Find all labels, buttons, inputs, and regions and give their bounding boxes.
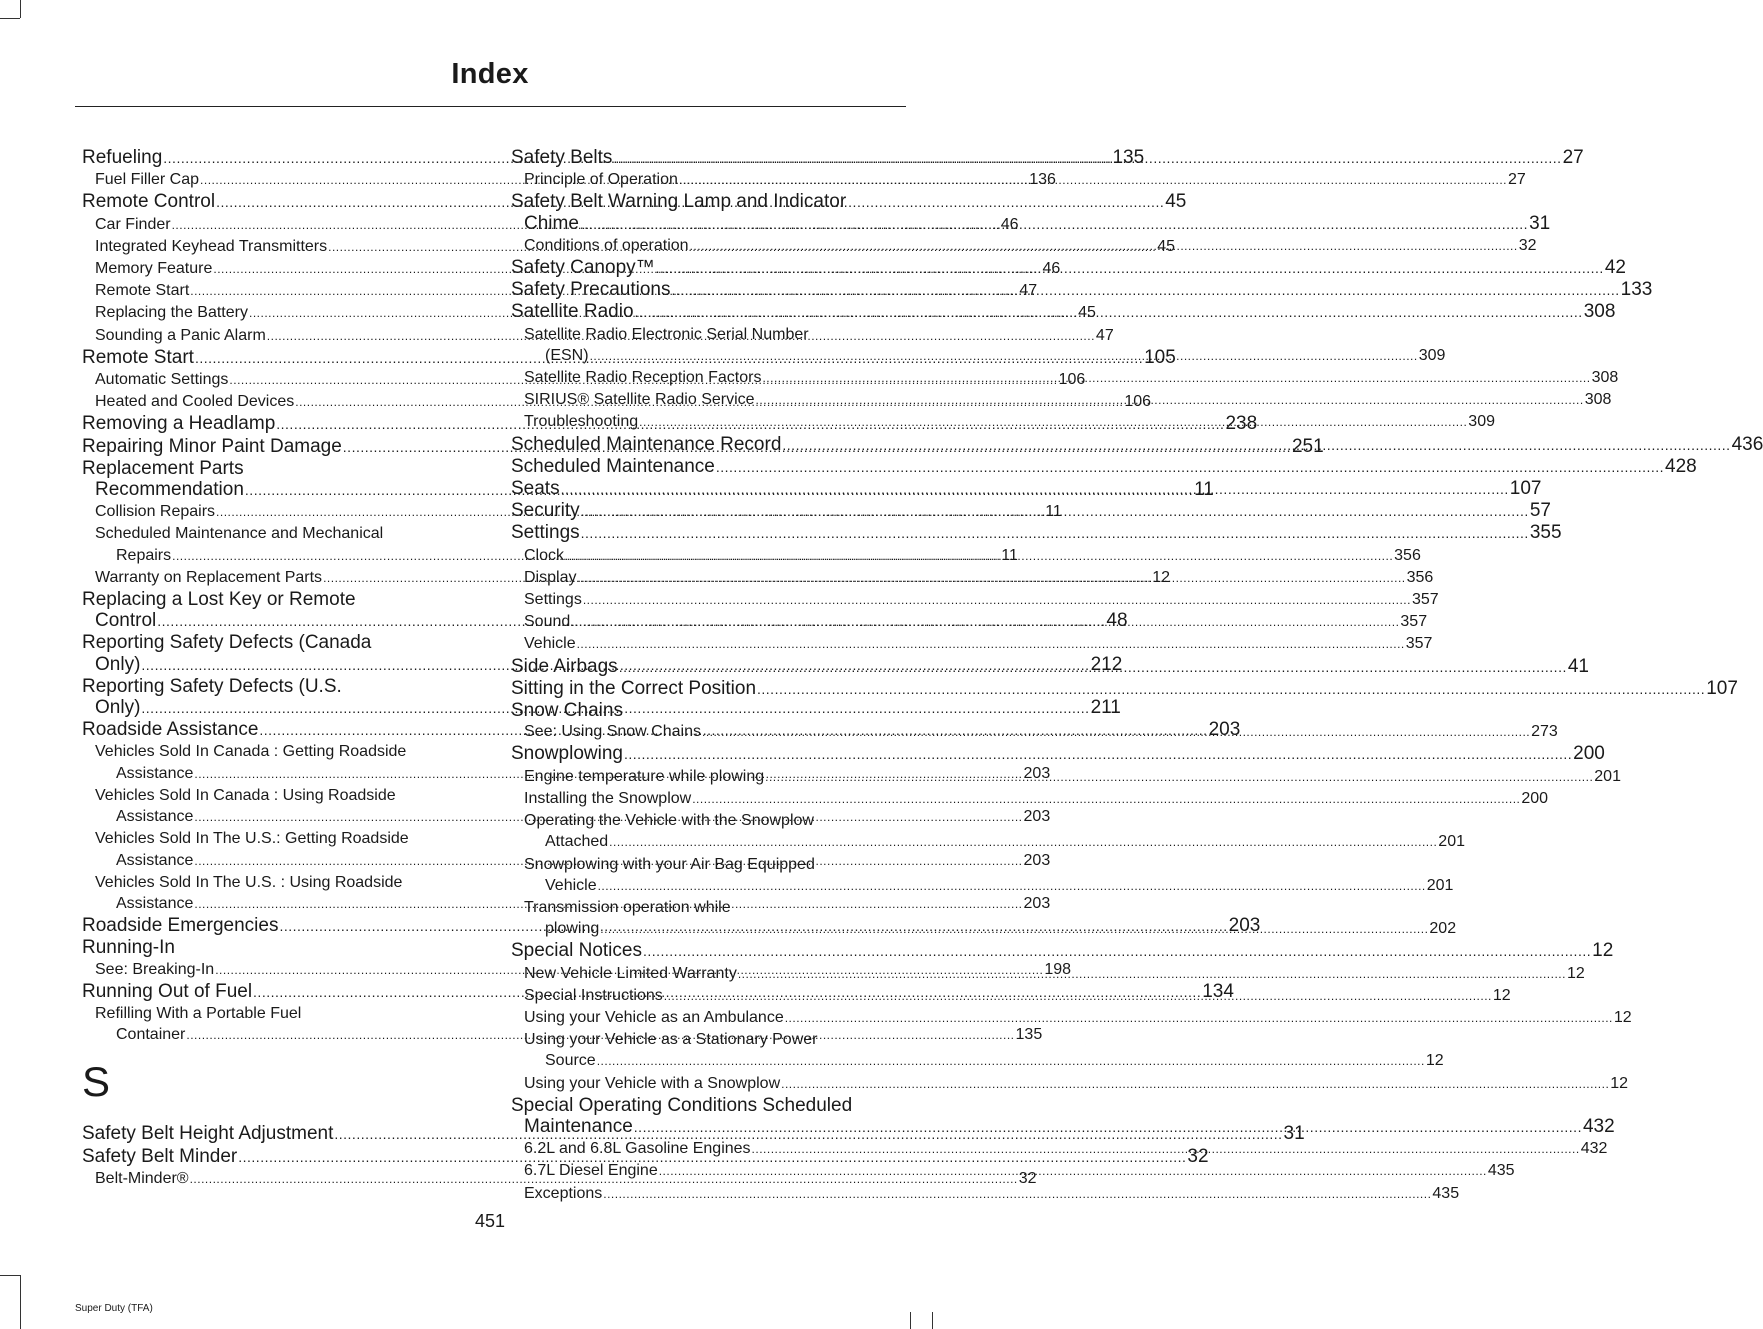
entry-text: Vehicle: [545, 876, 597, 894]
dot-leader: [598, 875, 1426, 897]
page-ref: 107: [1509, 478, 1542, 500]
page-ref: 31: [1529, 212, 1551, 234]
entry-text: Assistance: [116, 764, 194, 782]
entry-text: Belt-Minder®: [95, 1169, 189, 1187]
dot-leader: [692, 788, 1520, 810]
index-subentry-line[interactable]: Vehicles Sold In The U.S. : Using Roadside: [95, 873, 403, 891]
page-ref: 31: [1283, 1123, 1305, 1145]
page-ref: 201: [1438, 833, 1465, 851]
dot-leader: [590, 345, 1418, 367]
index-subentry-continuation[interactable]: [511, 831, 1465, 853]
entry-text: Sitting in the Correct Position: [511, 677, 757, 699]
page-ref: 47: [1095, 326, 1114, 344]
index-entry-line[interactable]: Reporting Safety Defects (Canada: [82, 632, 372, 654]
dot-leader: [782, 434, 1730, 456]
entry-text: (ESN): [545, 346, 589, 364]
entry-text: Using your Vehicle as an Ambulance: [524, 1008, 784, 1026]
entry-text: 6.7L Diesel Engine: [524, 1162, 658, 1180]
page-ref: 356: [1406, 568, 1434, 586]
page-ref: 309: [1468, 413, 1495, 431]
entry-text: See: Breaking-In: [95, 960, 215, 978]
page-ref: 308: [1583, 301, 1616, 323]
index-subentry-line[interactable]: Operating the Vehicle with the Snowplow: [524, 812, 814, 830]
entry-text: Settings: [511, 522, 580, 544]
page-ref: 435: [1487, 1162, 1515, 1180]
page-ref: 203: [1023, 808, 1051, 826]
entry-text: Safety Canopy™: [511, 257, 655, 279]
dot-leader: [597, 1050, 1425, 1072]
entry-text: Assistance: [116, 894, 194, 912]
index-subentry[interactable]: [511, 1138, 1608, 1160]
dot-leader: [762, 367, 1590, 389]
dot-leader: [664, 985, 1492, 1007]
entry-text: Warranty on Replacement Parts: [95, 568, 323, 586]
page-ref: 357: [1400, 613, 1428, 631]
entry-text: Memory Feature: [95, 260, 213, 278]
entry-text: Display: [524, 568, 577, 586]
page-ref: 32: [1518, 236, 1537, 254]
dot-leader: [609, 831, 1437, 853]
dot-leader: [671, 279, 1619, 301]
page-ref: 428: [1665, 455, 1697, 477]
page-ref: 45: [1165, 191, 1187, 213]
page-ref: 308: [1591, 369, 1619, 387]
page-ref: 47: [1019, 282, 1038, 300]
dot-leader: [757, 678, 1705, 700]
entry-text: Replacing the Battery: [95, 304, 248, 322]
dot-leader: [702, 721, 1530, 743]
page-ref: 11: [1045, 503, 1062, 521]
entry-text: Chime: [524, 212, 579, 234]
index-subentry-line[interactable]: Satellite Radio Electronic Serial Number: [524, 325, 809, 343]
page-ref: 42: [1604, 257, 1626, 279]
page-ref: 203: [1023, 894, 1051, 912]
entry-text: Repairing Minor Paint Damage: [82, 435, 342, 457]
page-ref: 211: [1090, 697, 1121, 719]
dot-leader: [752, 1138, 1580, 1160]
page-ref: 12: [1610, 1074, 1629, 1092]
dot-leader: [561, 478, 1509, 500]
page-ref: 12: [1492, 986, 1511, 1004]
entry-text: Repairs: [116, 546, 172, 564]
index-entry-line[interactable]: Safety Belt Warning Lamp and Indicator: [511, 191, 847, 213]
dot-leader: [635, 301, 1583, 323]
entry-text: Safety Belts: [511, 147, 613, 168]
entry-text: SIRIUS® Satellite Radio Service: [524, 391, 755, 409]
crop-mark-bottom-right-v2: [932, 1312, 933, 1329]
index-entry-line[interactable]: Replacement Parts: [82, 457, 244, 479]
page-ref: 133: [1620, 279, 1653, 301]
entry-text: Settings: [524, 591, 582, 609]
page-ref: 203: [1023, 851, 1051, 869]
page-ref: 251: [1291, 435, 1324, 457]
entry-text: Attached: [545, 833, 609, 851]
dot-leader: [639, 411, 1467, 433]
entry-text: Using your Vehicle with a Snowplow: [524, 1074, 781, 1092]
entry-text: Recommendation: [95, 479, 244, 501]
index-subentry[interactable]: [511, 633, 1433, 655]
page-ref: 12: [1613, 1008, 1632, 1026]
entry-text: Integrated Keyhead Transmitters: [95, 237, 328, 255]
crop-mark-bottom-left-h: [0, 1275, 20, 1276]
index-subentry-continuation[interactable]: [511, 1050, 1444, 1072]
page-ref: 11: [1001, 546, 1018, 564]
page-ref: 32: [1018, 1169, 1037, 1187]
entry-text: Container: [116, 1026, 186, 1044]
dot-leader: [565, 545, 1393, 567]
index-entry[interactable]: [511, 700, 900, 721]
page-ref: 432: [1582, 1115, 1615, 1137]
page-ref: 105: [1144, 346, 1176, 368]
index-entry[interactable]: [511, 455, 1697, 478]
page-ref: 436: [1731, 433, 1763, 455]
page-ref: 357: [1405, 635, 1433, 653]
dot-leader: [577, 567, 1405, 589]
dot-leader: [785, 1007, 1613, 1029]
page-ref: 32: [1187, 1145, 1209, 1167]
page-ref: 200: [1521, 789, 1549, 807]
page-ref: 201: [1594, 767, 1621, 785]
index-entry-line[interactable]: Replacing a Lost Key or Remote: [82, 589, 356, 611]
dot-leader: [624, 743, 1572, 765]
page-ref: 41: [1567, 655, 1589, 677]
page-ref: 12: [1566, 964, 1585, 982]
index-subentry[interactable]: [511, 1007, 1632, 1029]
entry-text: Scheduled Maintenance Record: [511, 433, 782, 455]
entry-text: Special Notices: [511, 940, 642, 962]
index-entry[interactable]: [511, 743, 1605, 765]
entry-text: Clock: [524, 546, 565, 564]
entry-text: Troubleshooting: [524, 413, 639, 431]
entry-text: Conditions of operation: [524, 236, 689, 254]
dot-leader: [571, 611, 1399, 633]
index-entry-line[interactable]: Special Operating Conditions Scheduled: [511, 1094, 853, 1116]
entry-text: Vehicle: [524, 635, 576, 653]
page-ref: 308: [1584, 391, 1612, 409]
entry-text: Running Out of Fuel: [82, 980, 253, 1002]
dot-leader: [613, 147, 1561, 169]
entry-text: Remote Control: [82, 191, 216, 213]
page-ref: 203: [1228, 915, 1261, 937]
entry-text: Special Instructions: [524, 986, 663, 1004]
index-subentry-line[interactable]: Vehicles Sold In Canada : Using Roadside: [95, 786, 396, 804]
page-ref: 11: [1194, 479, 1214, 501]
dot-leader: [634, 1116, 1582, 1138]
section-letter: S: [82, 1058, 111, 1106]
dot-leader: [577, 633, 1405, 655]
entry-text: Sounding a Panic Alarm: [95, 326, 266, 344]
dot-leader: [690, 235, 1518, 257]
page-ref: 355: [1529, 522, 1562, 544]
page-ref: 201: [1426, 876, 1454, 894]
entry-text: Safety Belt Minder: [82, 1145, 238, 1167]
entry-text: Maintenance: [524, 1115, 633, 1137]
dot-leader: [643, 940, 1591, 962]
entry-text: Snow Chains: [511, 700, 623, 722]
entry-text: Running-In: [82, 937, 175, 959]
page-ref: 273: [1531, 723, 1558, 741]
index-subentry-line[interactable]: Refilling With a Portable Fuel: [95, 1004, 302, 1022]
dot-leader: [581, 522, 1529, 544]
dot-leader: [781, 1073, 1609, 1095]
entry-text: Only): [95, 697, 141, 719]
entry-text: Satellite Radio: [511, 301, 634, 323]
page-ref: 136: [1029, 171, 1056, 189]
page-ref: 200: [1573, 743, 1605, 765]
entry-text: Engine temperature while plowing: [524, 767, 765, 785]
crop-mark-top-left-h: [0, 18, 20, 19]
page-number: 451: [474, 1211, 506, 1231]
index-subentry[interactable]: [511, 589, 1439, 611]
index-subentry-line[interactable]: Snowplowing with your Air Bag Equipped: [524, 855, 815, 873]
entry-text: Sound: [524, 613, 571, 631]
entry-text: Satellite Radio Reception Factors: [524, 369, 762, 387]
entry-text: Exceptions: [524, 1184, 603, 1202]
page-title: Index: [451, 58, 529, 90]
page-ref: 198: [1044, 960, 1072, 978]
dot-leader: [716, 456, 1664, 478]
page-ref: 106: [1058, 371, 1086, 389]
index-subentry-line[interactable]: Vehicles Sold In Canada : Getting Roadside: [95, 743, 407, 761]
index-subentry-line[interactable]: Transmission operation while: [524, 898, 731, 916]
index-subentry-line[interactable]: Using your Vehicle as a Stationary Power: [524, 1031, 818, 1049]
entry-text: Refueling: [82, 147, 163, 168]
entry-text: New Vehicle Limited Warranty: [524, 964, 737, 982]
entry-text: Scheduled Maintenance: [511, 455, 715, 477]
entry-text: Remote Start: [82, 346, 194, 368]
crop-mark-bottom-right-v1: [910, 1312, 911, 1329]
index-subentry-continuation[interactable]: [511, 875, 1454, 897]
entry-text: Side Airbags: [511, 655, 618, 677]
entry-text: Source: [545, 1052, 596, 1070]
entry-text: Control: [95, 610, 157, 632]
page-ref: 48: [1106, 610, 1128, 632]
entry-text: Safety Precautions: [511, 279, 671, 301]
index-entry[interactable]: [82, 937, 470, 958]
page-ref: 238: [1225, 413, 1258, 435]
index-subentry[interactable]: [511, 788, 1549, 810]
entry-text: Principle of Operation: [524, 171, 678, 189]
entry-text: Removing a Headlamp: [82, 413, 276, 435]
page-ref: 309: [1418, 346, 1446, 364]
dot-leader: [580, 213, 1528, 235]
page-ref: 27: [1562, 147, 1584, 168]
dot-leader: [619, 653, 1567, 678]
entry-text: Car Finder: [95, 215, 171, 233]
page-ref: 135: [1112, 147, 1145, 168]
entry-text: plowing: [545, 920, 600, 938]
page-ref: 12: [1425, 1052, 1444, 1070]
page-ref: 432: [1580, 1140, 1608, 1158]
page-ref: 435: [1432, 1184, 1460, 1202]
index-subentry-line[interactable]: Scheduled Maintenance and Mechanical: [95, 525, 384, 543]
page-ref: 202: [1429, 920, 1457, 938]
index-subentry[interactable]: [511, 1073, 1629, 1095]
page-ref: 212: [1090, 653, 1123, 675]
entry-text: Assistance: [116, 851, 194, 869]
title-divider: [75, 106, 906, 107]
dot-leader: [581, 500, 1529, 522]
page-ref: 107: [1706, 677, 1738, 699]
page-ref: 57: [1529, 500, 1551, 522]
page-ref: 27: [1508, 171, 1526, 189]
entry-text: Automatic Settings: [95, 371, 229, 389]
entry-text: 6.2L and 6.8L Gasoline Engines: [524, 1140, 751, 1158]
page-ref: 106: [1124, 393, 1152, 411]
crop-mark-top-left-v: [20, 0, 21, 18]
page-ref: 46: [1042, 260, 1061, 278]
entry-text: Roadside Emergencies: [82, 915, 279, 937]
dot-leader: [659, 1160, 1487, 1182]
entry-text: Heated and Cooled Devices: [95, 393, 295, 411]
page-ref: 45: [1078, 304, 1096, 322]
entry-text: Only): [95, 653, 141, 675]
crop-mark-bottom-left-v: [20, 1275, 21, 1329]
entry-text: Seats: [511, 478, 560, 500]
index-entry-line[interactable]: Reporting Safety Defects (U.S.: [82, 675, 342, 697]
dot-leader: [765, 766, 1593, 788]
footer-label: Super Duty (TFA): [75, 1303, 153, 1314]
page-ref: 46: [1000, 215, 1019, 233]
page-ref: 45: [1157, 237, 1176, 255]
dot-leader: [583, 589, 1411, 611]
entry-text: Roadside Assistance: [82, 719, 259, 741]
entry-text: Installing the Snowplow: [524, 789, 692, 807]
dot-leader: [600, 918, 1428, 940]
entry-text: Collision Repairs: [95, 503, 216, 521]
page-ref: 134: [1202, 980, 1234, 1002]
dot-leader: [679, 169, 1507, 191]
entry-text: Assistance: [116, 808, 194, 826]
page-ref: 135: [1015, 1026, 1043, 1044]
entry-text: Safety Belt Height Adjustment: [82, 1123, 334, 1145]
page-ref: 357: [1411, 591, 1439, 609]
page-ref: 356: [1394, 546, 1421, 564]
entry-text: Security: [511, 500, 580, 522]
dot-leader: [756, 389, 1584, 411]
entry-text: See: Using Snow Chains: [524, 723, 701, 741]
dot-leader: [656, 257, 1604, 279]
page-ref: 12: [1152, 568, 1170, 586]
entry-text: Remote Start: [95, 282, 190, 300]
index-entry[interactable]: [511, 940, 1614, 962]
index-subentry-line[interactable]: Vehicles Sold In The U.S.: Getting Roadside: [95, 830, 409, 848]
page-ref: 12: [1592, 940, 1614, 962]
index-entry[interactable]: [511, 677, 1738, 700]
dot-leader: [603, 1183, 1431, 1205]
entry-text: Snowplowing: [511, 743, 623, 765]
page-ref: 203: [1023, 764, 1051, 782]
entry-text: Fuel Filler Cap: [95, 171, 200, 189]
index-entry[interactable]: [511, 522, 1562, 544]
page-ref: 203: [1208, 719, 1241, 741]
dot-leader: [738, 963, 1566, 985]
index-subentry[interactable]: [511, 1183, 1460, 1205]
